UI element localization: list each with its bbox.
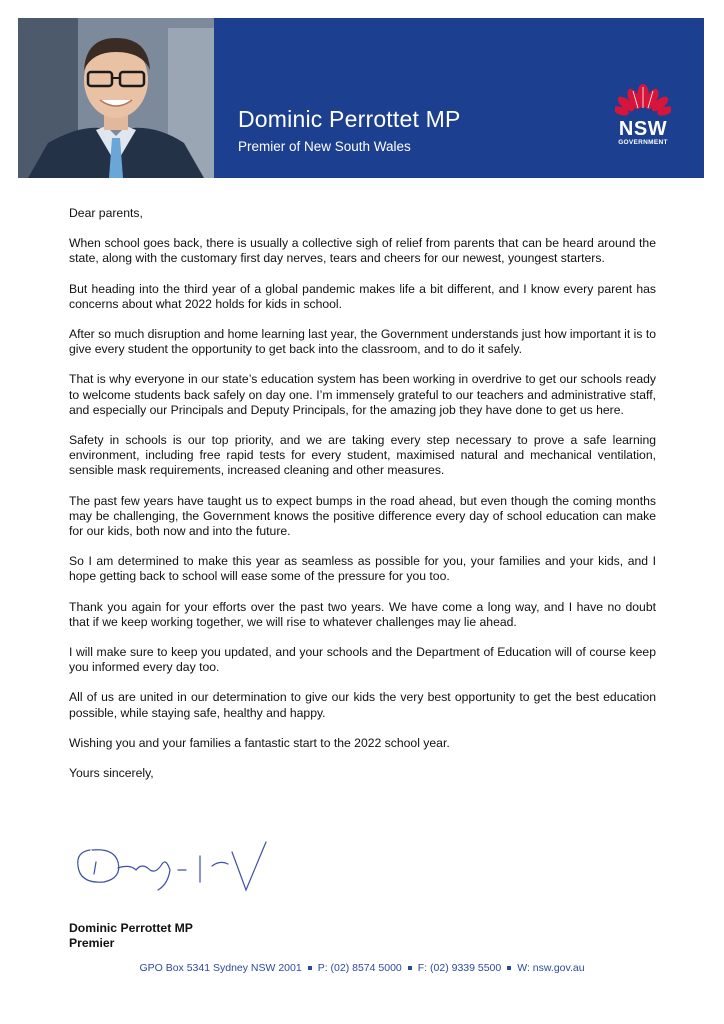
salutation: Dear parents, [69,206,143,220]
separator-icon [408,966,412,970]
letterhead-text [238,105,461,154]
footer-website: W: nsw.gov.au [517,962,585,974]
paragraph: That is why everyone in our state’s education system has been working in overdrive to get our schools ready to welcome students back safely on day one. I’m immensely grateful to our teachers and administrative staff, and especially our Principals and Deputy Principals, for the amazing job they have done to get us here. [69,372,656,417]
signatory [69,921,193,951]
paragraph: Safety in schools is our top priority, and we are taking every step necessary to prove a safe learning environment, including free rapid tests for every student, maximised natural and mechanical ventilation, sensible mask requirements, increased cleaning and other measures. [69,433,656,478]
letter-body [69,206,656,781]
waratah-icon [615,84,671,118]
separator-icon [308,966,312,970]
letterhead-banner [18,18,704,178]
paragraph: All of us are united in our determination to give our kids the very best opportunity to get the best education possible, while staying safe, healthy and happy. [69,690,656,720]
paragraph: After so much disruption and home learning last year, the Government understands just how important it is to give every student the opportunity to get back into the classroom, and to do it safely. [69,327,656,357]
author-name: Dominic Perrottet MP [238,106,461,132]
paragraph: Wishing you and your families a fantastic start to the 2022 school year. [69,735,450,750]
paragraph: I will make sure to keep you updated, and your schools and the Department of Education will of course keep you informed every day too. [69,645,656,675]
nsw-government-logo [608,84,678,156]
paragraph: Thank you again for your efforts over the past two years. We have come a long way, and I have no doubt that if we keep working together, we will rise to whatever challenges may lie ahead. [69,599,656,629]
paragraph: So I am determined to make this year as seamless as possible for you, your families and your kids, and I hope getting back to school will ease some of the pressure for you too. [69,554,656,584]
signatory-name: Dominic Perrottet MP [69,921,193,935]
separator-icon [507,966,511,970]
paragraph: But heading into the third year of a global pandemic makes life a bit different, and I know every parent has concerns about what 2022 holds for kids in school. [69,281,656,311]
contact-footer [0,962,724,974]
handwritten-signature [70,838,280,900]
logo-text: NSW [618,118,668,140]
closing: Yours sincerely, [69,766,154,781]
paragraph: The past few years have taught us to expect bumps in the road ahead, but even though the coming months may be challenging, the Government knows the positive difference every day of school education can make for our kids, both now and into the future. [69,493,656,539]
footer-fax: F: (02) 9339 5500 [417,962,502,974]
author-role: Premier of New South Wales [238,139,411,154]
signatory-title: Premier [69,936,115,950]
footer-phone: P: (02) 8574 5000 [317,962,402,974]
footer-address: GPO Box 5341 Sydney NSW 2001 [139,962,302,974]
paragraph: When school goes back, there is usually a collective sigh of relief from parents that can be heard around the state, along with the customary first day nerves, tears and cheers for our newest, youngest starters. [69,236,656,266]
logo-subtext: GOVERNMENT [618,139,668,146]
portrait-photo [18,18,214,178]
